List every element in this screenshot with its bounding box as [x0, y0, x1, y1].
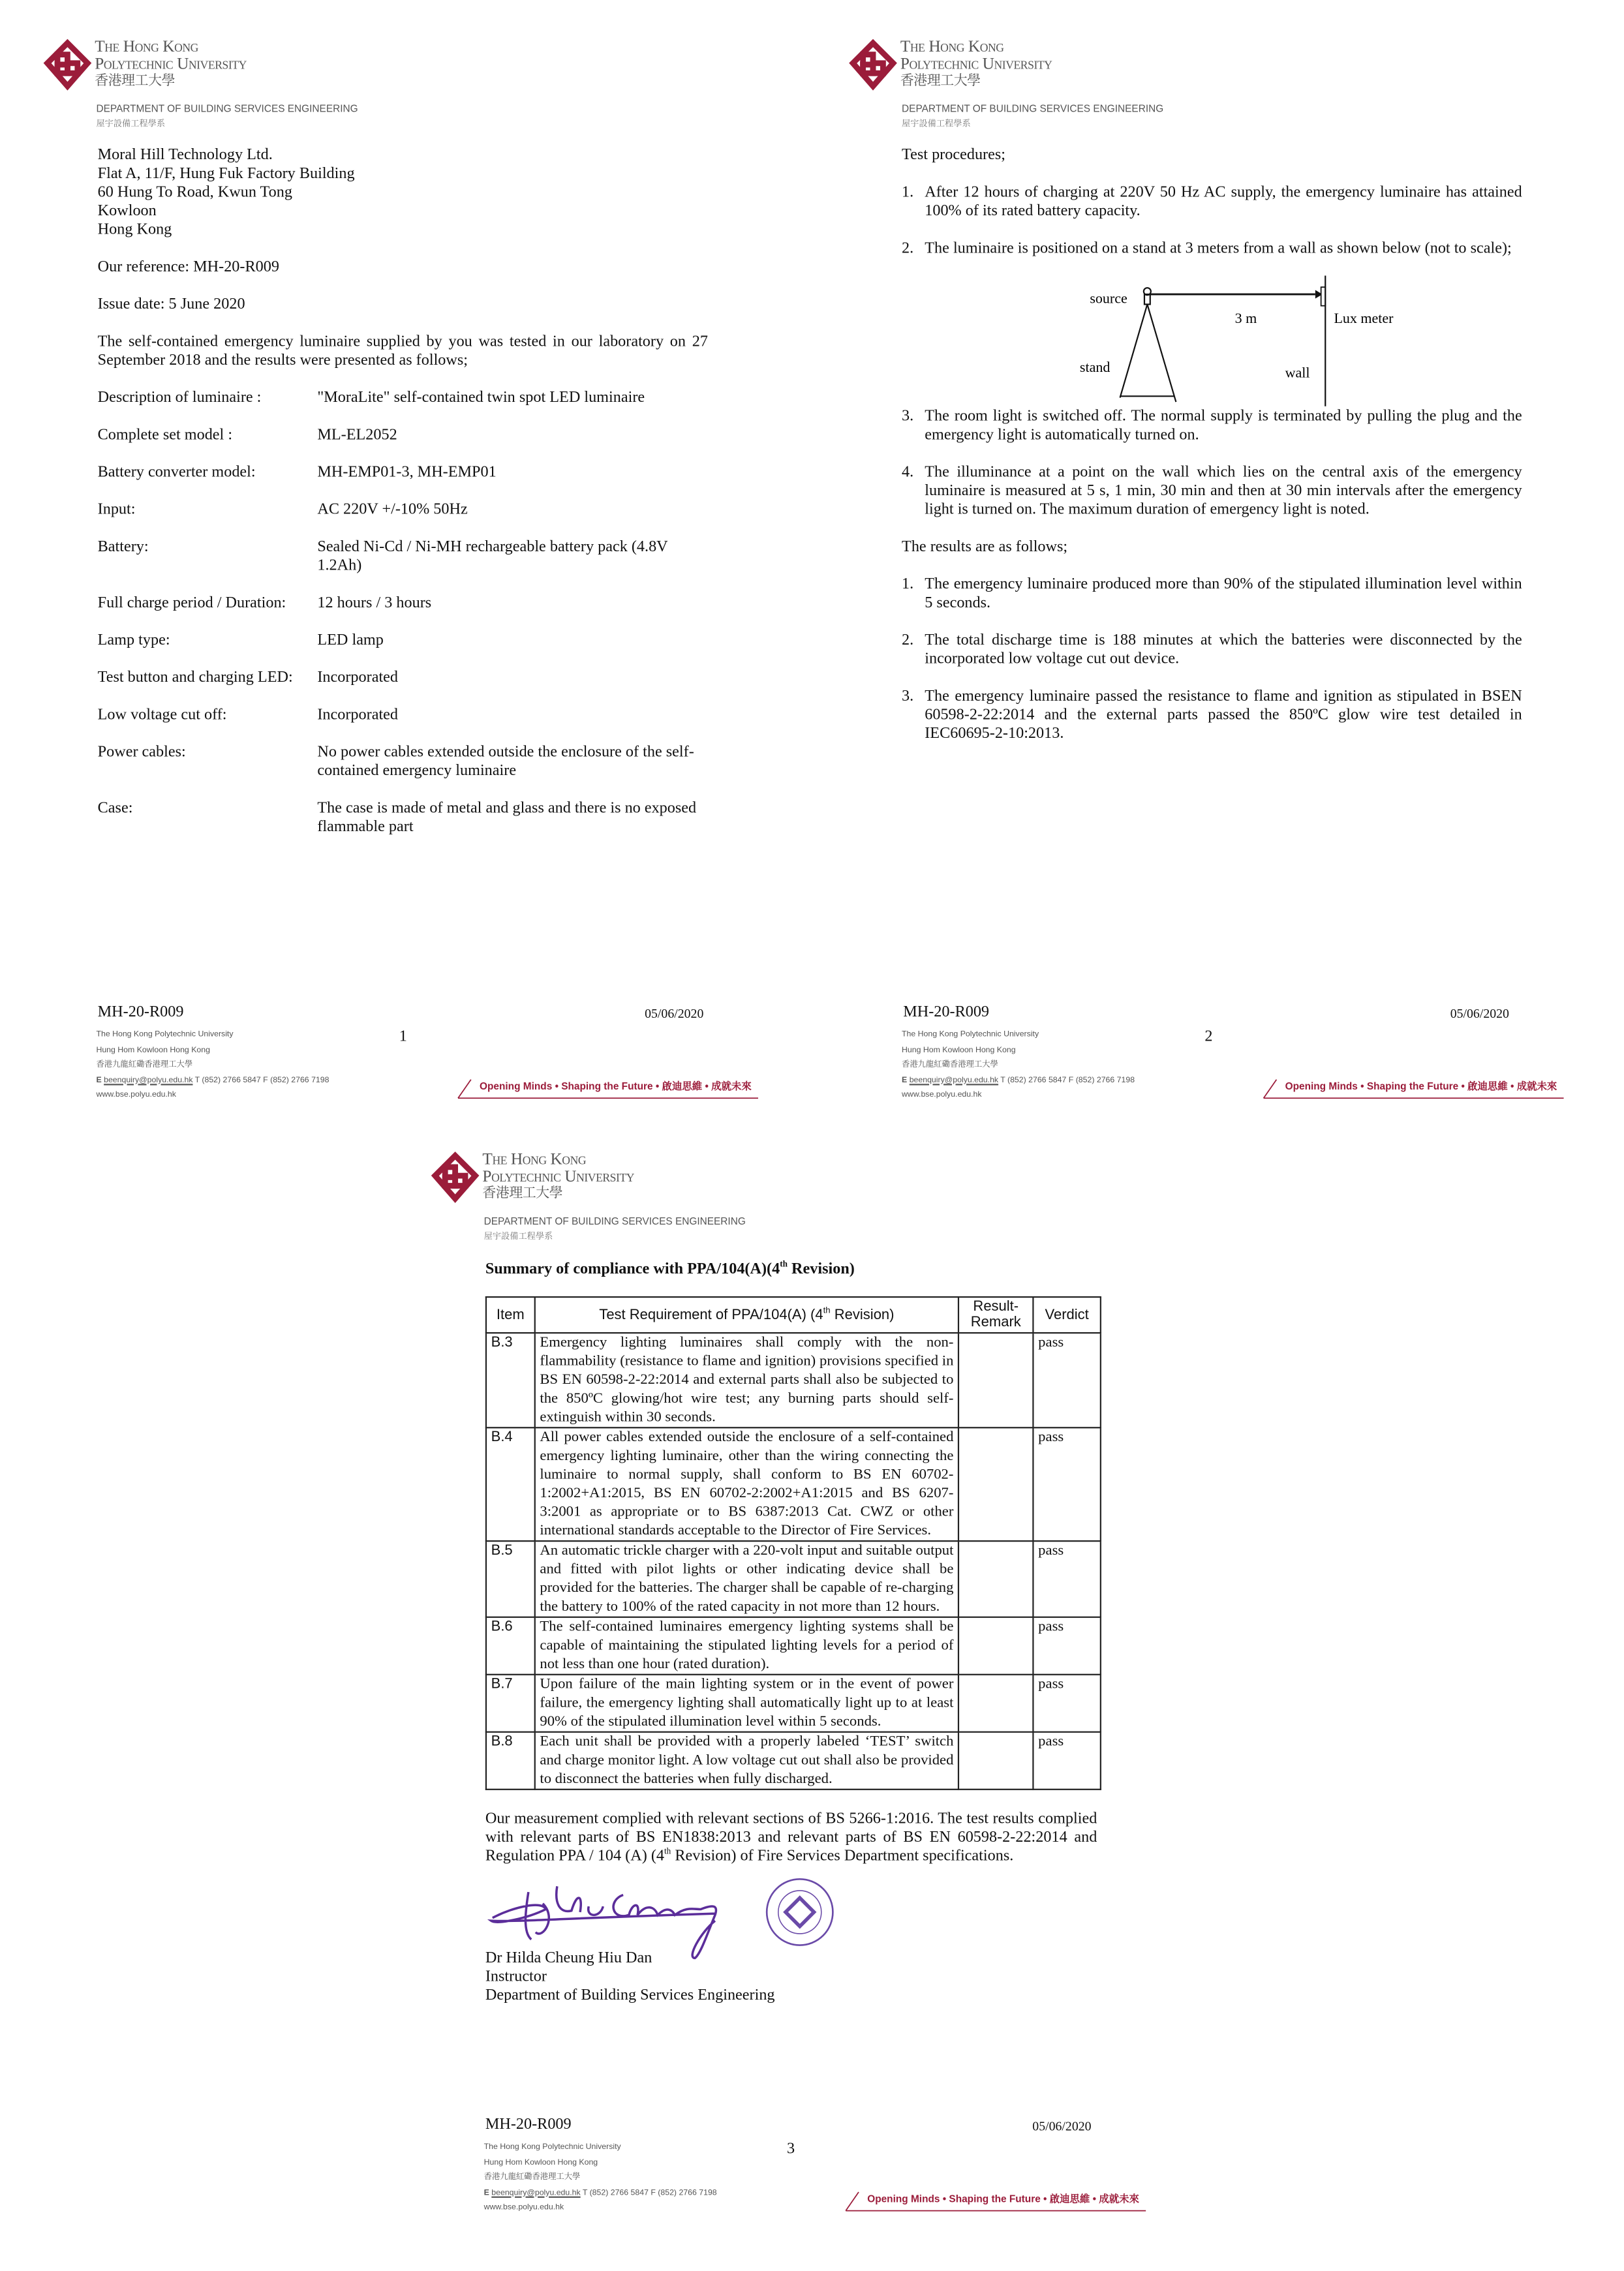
label-source: source — [1090, 290, 1127, 307]
email-link[interactable]: beenquiry@polyu.edu.hk — [491, 2188, 581, 2197]
spec-label: Low voltage cut off: — [97, 706, 227, 724]
spec-value: MH-EMP01-3, MH-EMP01 — [317, 463, 497, 481]
summary-title: Summary of compliance with PPA/104(A)(4th Revision) — [485, 1260, 855, 1278]
procedure-item: 4. The illuminance at a point on the wall which lies on the central axis of the emergency luminaire is measured at 5 s, 1 min, 30 min and then at 30 min intervals after the emergency light is turned on. The maximum duration of emergency light is noted. — [902, 463, 1522, 519]
page-2-body — [902, 146, 1522, 743]
spec-label: Test button and charging LED: — [97, 669, 293, 686]
spec-row — [98, 427, 715, 446]
website-link[interactable]: www.bse.polyu.edu.hk — [96, 1091, 176, 1100]
signature-area — [485, 1875, 1101, 1949]
cell-requirement: Each unit shall be provided with a properly labeled ‘TEST’ switch and charge monitor light. A low voltage cut out shall also be provided to disconnect the batteries when fully discharged. — [535, 1732, 958, 1790]
recipient-address: Moral Hill Technology Ltd. Flat A, 11/F, Hung Fuk Factory Building 60 Hung To Road, Kwun Tong Kowloon Hong Kong — [97, 146, 355, 239]
spec-value: Incorporated — [317, 706, 399, 724]
page-2 — [806, 0, 1624, 1134]
cell-result-remark — [958, 1732, 1033, 1790]
spec-value: The case is made of metal and glass and there is no exposed flammable part — [317, 799, 697, 836]
spec-value: 12 hours / 3 hours — [317, 594, 432, 612]
letterhead — [431, 1151, 746, 1242]
cell-item: B.4 — [486, 1427, 535, 1541]
cell-requirement: The self-contained luminaires emergency lighting systems shall be capable of maintaining the stipulated lighting levels for a period of not less than one hour (rated duration). — [535, 1617, 958, 1675]
cell-result-remark — [958, 1617, 1033, 1675]
spec-label: Case: — [97, 799, 133, 817]
email-link[interactable]: beenquiry@polyu.edu.hk — [909, 1076, 999, 1085]
spec-row — [98, 538, 715, 575]
page-number: 1 — [399, 1028, 407, 1045]
spec-value: Sealed Ni-Cd / Ni-MH rechargeable battery pack (4.8V 1.2Ah) — [317, 538, 668, 575]
footer-date: 05/06/2020 — [1450, 1006, 1509, 1021]
cell-verdict: pass — [1033, 1732, 1100, 1790]
procedures-heading: Test procedures; — [902, 146, 1006, 164]
table-header-row — [486, 1297, 1101, 1333]
footer-reference: MH-20-R009 — [485, 2116, 572, 2133]
cell-verdict: pass — [1033, 1617, 1100, 1675]
spec-row — [98, 707, 715, 725]
spec-value: "MoraLite" self-contained twin spot LED luminaire — [317, 389, 645, 406]
spec-row — [98, 594, 715, 613]
university-name: The Hong Kong Polytechnic University 香港理工大學 — [482, 1151, 635, 1202]
cell-result-remark — [958, 1541, 1033, 1617]
page-1 — [0, 0, 806, 1134]
spec-value: No power cables extended outside the enclosure of the self-contained emergency luminaire — [317, 743, 694, 780]
page-number: 2 — [1204, 1028, 1213, 1045]
letterhead — [849, 38, 1164, 130]
our-reference: Our reference: MH-20-R009 — [97, 258, 279, 276]
footer-address: The Hong Kong Polytechnic University Hung Hom Kowloon Hong Kong 香港九龍紅磡香港理工大學 E beenquiry@polyu.edu.hk T (852) 2766 5847 F (852) 2766 7198 www.bse.polyu.edu.hk — [484, 2141, 771, 2216]
spec-label: Description of luminaire : — [97, 389, 262, 406]
header-verdict: Verdict — [1033, 1297, 1100, 1333]
spec-label: Lamp type: — [97, 632, 170, 649]
letterhead — [43, 38, 358, 130]
department-name-zh: 屋宇設備工程學系 — [96, 119, 166, 130]
spec-row — [98, 669, 715, 688]
spec-label: Full charge period / Duration: — [97, 594, 286, 612]
polyu-logo-icon — [43, 38, 92, 90]
cell-item: B.3 — [486, 1333, 535, 1427]
spec-row — [98, 464, 715, 483]
cell-item: B.8 — [486, 1732, 535, 1790]
signatory-department: Department of Building Services Engineering — [485, 1987, 775, 2004]
header-requirement: Test Requirement of PPA/104(A) (4th Revision) — [535, 1297, 958, 1333]
page-number: 3 — [786, 2140, 795, 2158]
spec-label: Power cables: — [97, 743, 186, 761]
cell-verdict: pass — [1033, 1675, 1100, 1732]
cell-item: B.5 — [486, 1541, 535, 1617]
footer-reference: MH-20-R009 — [97, 1003, 184, 1021]
spec-label: Battery: — [97, 538, 149, 556]
cell-verdict: pass — [1033, 1541, 1100, 1617]
cell-result-remark — [958, 1333, 1033, 1427]
signature — [485, 1875, 729, 1964]
label-wall: wall — [1285, 364, 1310, 381]
label-lux-meter: Lux meter — [1334, 310, 1394, 327]
spec-value: Incorporated — [317, 669, 399, 686]
department-name: DEPARTMENT OF BUILDING SERVICES ENGINEERING — [96, 104, 358, 115]
conclusion-paragraph: Our measurement complied with relevant sections of BS 5266-1:2016. The test results complied with relevant parts of BS EN1838:2013 and relevant parts of BS EN 60598-2-22:2014 and Regulation PPA / 104 (A) (4th Revision) of Fire Services Department specifications. — [485, 1810, 1097, 1865]
issue-date: Issue date: 5 June 2020 — [97, 296, 245, 313]
cell-requirement: Emergency lighting luminaires shall comply with the non-flammability (resistance to flame and ignition) provisions specified in BS EN 60598-2-22:2014 and external parts shall also be subjected to the 850ºC glowing/hot wire test; any burning parts should self-extinguish within 30 seconds. — [535, 1333, 958, 1427]
spec-value: ML-EL2052 — [317, 426, 397, 444]
cell-requirement: An automatic trickle charger with a 220-volt input and suitable output and fitted with pilot lights or other indicating device shall be provided for the batteries. The charger shall be capable of re-charging the battery to 100% of the rated capacity in not more than 12 hours. — [535, 1541, 958, 1617]
department-name: DEPARTMENT OF BUILDING SERVICES ENGINEERING — [902, 104, 1164, 115]
result-item: 2. The total discharge time is 188 minutes at which the batteries were disconnected by the incorporated low voltage cut out device. — [902, 632, 1522, 668]
footer-reference: MH-20-R009 — [903, 1003, 990, 1021]
spec-row — [98, 632, 715, 650]
university-name: The Hong Kong Polytechnic University 香港理工大學 — [95, 38, 247, 89]
footer-address: The Hong Kong Polytechnic University Hung Hom Kowloon Hong Kong 香港九龍紅磡香港理工大學 E beenquiry@polyu.edu.hk T (852) 2766 5847 F (852) 2766 7198 www.bse.polyu.edu.hk — [902, 1028, 1189, 1103]
spec-value: LED lamp — [317, 632, 384, 649]
polyu-logo-icon — [431, 1151, 480, 1203]
results-heading: The results are as follows; — [902, 538, 1068, 556]
footer-slogan: Opening Minds • Shaping the Future • 啟迪思維 • 成就未來 — [867, 2195, 1139, 2205]
table-row — [486, 1617, 1101, 1675]
procedure-item: 1. After 12 hours of charging at 220V 50 Hz AC supply, the emergency luminaire has attained 100% of its rated battery capacity. — [902, 183, 1522, 220]
label-stand: stand — [1079, 358, 1111, 375]
cell-requirement: Upon failure of the main lighting system or in the event of power failure, the emergency lighting shall automatically light up to at least 90% of the stipulated illumination level within 5 seconds. — [535, 1675, 958, 1732]
test-setup-diagram — [1079, 268, 1409, 407]
label-distance: 3 m — [1234, 310, 1257, 327]
cell-verdict: pass — [1033, 1427, 1100, 1541]
spec-label: Complete set model : — [97, 426, 233, 444]
header-item: Item — [486, 1297, 535, 1333]
table-row — [486, 1732, 1101, 1790]
website-link[interactable]: www.bse.polyu.edu.hk — [902, 1091, 982, 1100]
compliance-table — [485, 1296, 1101, 1790]
department-name: DEPARTMENT OF BUILDING SERVICES ENGINEERING — [483, 1217, 746, 1228]
cell-item: B.7 — [486, 1675, 535, 1732]
spec-row — [98, 800, 715, 837]
stand-shape — [1120, 304, 1176, 402]
procedure-item: 2. The luminaire is positioned on a stand at 3 meters from a wall as shown below (not to scale); — [902, 239, 1512, 257]
polyu-logo-icon — [849, 38, 898, 90]
department-name-zh: 屋宇設備工程學系 — [902, 119, 971, 130]
intro-paragraph: The self-contained emergency luminaire supplied by you was tested in our laboratory on 27 September 2018 and the results were presented as follows; — [97, 333, 708, 369]
spec-label: Input: — [97, 500, 136, 519]
email-link[interactable]: beenquiry@polyu.edu.hk — [104, 1076, 193, 1085]
table-row — [486, 1675, 1101, 1732]
signatory-name: Dr Hilda Cheung Hiu Dan — [485, 1949, 652, 1967]
cell-requirement: All power cables extended outside the enclosure of a self-contained emergency lighting luminaire, other than the wiring connecting the luminaire to normal supply, shall conform to BS EN 60702-1:2002+A1:2015, BS EN 60702-2:2002+A1:2015 and BS 6207-3:2001 as appropriate or to BS 6387:2013 Cat. CWZ or other international standards acceptable to the Director of Fire Services. — [535, 1427, 958, 1541]
cell-result-remark — [958, 1427, 1033, 1541]
cell-result-remark — [958, 1675, 1033, 1732]
department-stamp — [764, 1876, 836, 1948]
cell-item: B.6 — [486, 1617, 535, 1675]
spec-row — [98, 501, 715, 520]
spec-row — [98, 744, 715, 781]
header-result-remark: Result-Remark — [958, 1297, 1033, 1333]
spec-row — [98, 389, 715, 408]
footer-slogan: Opening Minds • Shaping the Future • 啟迪思維 • 成就未來 — [480, 1082, 752, 1093]
table-row — [486, 1333, 1101, 1427]
result-item: 3. The emergency luminaire passed the resistance to flame and ignition as stipulated in BSEN 60598-2-22:2014 and the external parts passed the 850ºC glow wire test detailed in IEC60695-2-10:2013. — [902, 687, 1522, 742]
footer-date: 05/06/2020 — [1032, 2118, 1092, 2133]
procedure-item: 3. The room light is switched off. The normal supply is terminated by pulling the plug and the emergency light is automatically turned on. — [902, 407, 1522, 444]
footer-address: The Hong Kong Polytechnic University Hung Hom Kowloon Hong Kong 香港九龍紅磡香港理工大學 E beenquiry@polyu.edu.hk T (852) 2766 5847 F (852) 2766 7198 www.bse.polyu.edu.hk — [96, 1028, 383, 1103]
cell-verdict: pass — [1033, 1333, 1100, 1427]
result-item: 1. The emergency luminaire produced more than 90% of the stipulated illumination level within 5 seconds. — [902, 575, 1522, 612]
spec-label: Battery converter model: — [97, 463, 256, 481]
page-3-body — [485, 1260, 1101, 2005]
table-row — [486, 1427, 1101, 1541]
page-1-body — [98, 146, 715, 836]
spec-list — [98, 389, 715, 837]
department-name-zh: 屋宇設備工程學系 — [483, 1231, 553, 1242]
university-name: The Hong Kong Polytechnic University 香港理工大學 — [900, 38, 1052, 89]
footer-slogan: Opening Minds • Shaping the Future • 啟迪思維 • 成就未來 — [1285, 1082, 1557, 1093]
footer-date: 05/06/2020 — [645, 1006, 704, 1021]
spec-value: AC 220V +/-10% 50Hz — [317, 500, 468, 519]
signatory-title: Instructor — [485, 1968, 547, 1986]
source-lamp-body — [1144, 294, 1150, 304]
website-link[interactable]: www.bse.polyu.edu.hk — [483, 2203, 564, 2212]
table-row — [486, 1541, 1101, 1617]
